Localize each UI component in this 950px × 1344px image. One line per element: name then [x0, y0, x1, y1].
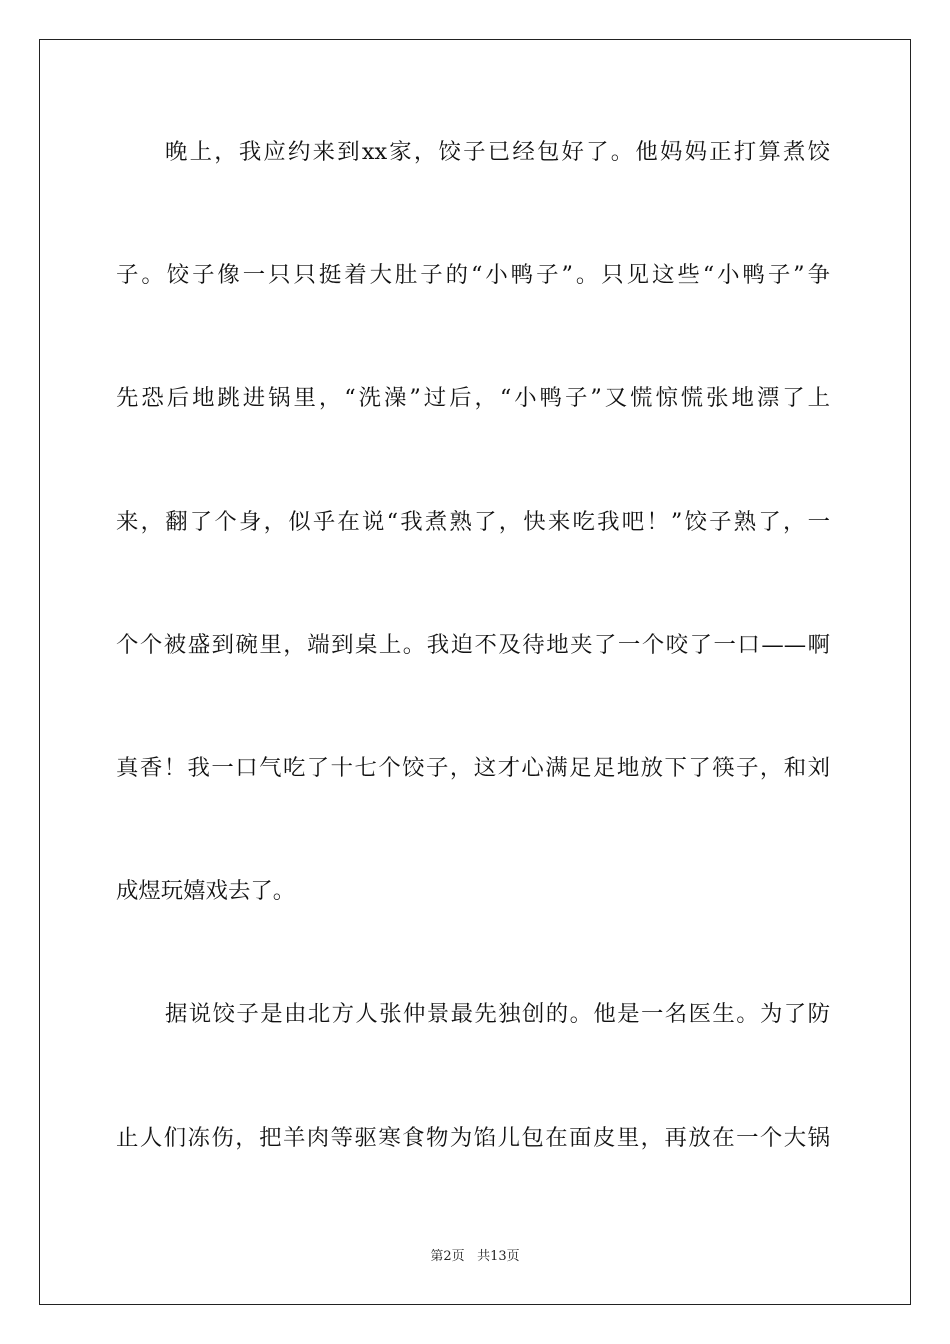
page-footer [0, 1248, 950, 1266]
page-total: 共13页 [477, 1249, 520, 1264]
paragraph-2-line-2: 止人们冻伤，把羊肉等驱寒食物为馅儿包在面皮里，再放在一个大锅 [116, 1125, 830, 1151]
paragraph-2-line-1: 据说饺子是由北方人张仲景最先独创的。他是一名医生。为了防 [165, 1001, 830, 1027]
paragraph-1-line-1: 晚上，我应约来到xx家，饺子已经包好了。他妈妈正打算煮饺 [165, 139, 830, 165]
paragraph-1-line-6: 真香！我一口气吃了十七个饺子，这才心满足足地放下了筷子，和刘 [116, 755, 830, 781]
paragraph-1-line-7: 成煜玩嬉戏去了。 [116, 878, 296, 904]
paragraph-1-line-5: 个个被盛到碗里，端到桌上。我迫不及待地夹了一个咬了一口——啊 [116, 632, 830, 658]
page-border [39, 39, 911, 1305]
paragraph-1-line-4: 来，翻了个身，似乎在说“我煮熟了，快来吃我吧！”饺子熟了，一 [116, 509, 830, 535]
paragraph-1-line-2: 子。饺子像一只只挺着大肚子的“小鸭子”。只见这些“小鸭子”争 [116, 262, 830, 288]
page-number: 第2页 [430, 1249, 465, 1264]
paragraph-1-line-3: 先恐后地跳进锅里，“洗澡”过后，“小鸭子”又慌惊慌张地漂了上 [116, 385, 830, 411]
